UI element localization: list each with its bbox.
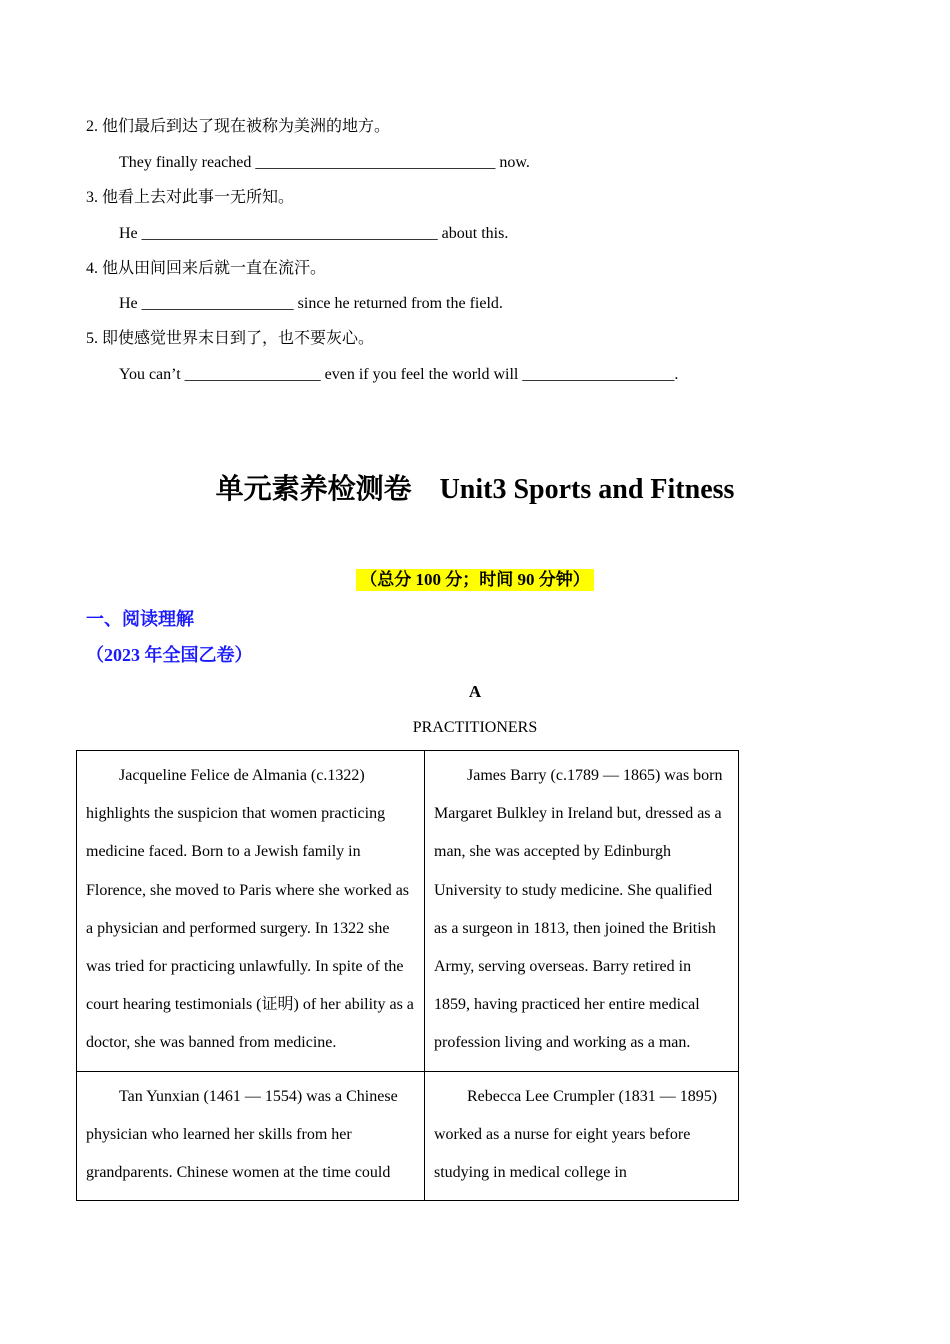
table-row: [77, 751, 739, 1072]
table-cell: [77, 751, 425, 1072]
answer-line-4: He ___________________ since he returned from the field.: [119, 295, 503, 312]
practitioner-crumpler: Rebecca Lee Crumpler (1831 — 1895) worked as a nurse for eight years before studying in medical college in: [434, 1087, 718, 1182]
table-cell: [425, 751, 739, 1072]
answer-line-3: He _____________________________________ about this.: [119, 225, 509, 242]
passage-heading: PRACTITIONERS: [412, 719, 538, 736]
practitioner-barry: James Barry (c.1789 — 1865) was born Margaret Bulkley in Ireland but, dressed as a man, she was accepted by Edinburgh University to study medicine. She qualified as a surgeon in 1813, then joined the British Army, serving overseas. Barry retired in 1859, having practiced her entire medical profession living and working as a man.: [434, 767, 723, 1052]
answer-line-5: You can’t _________________ even if you feel the world will ___________________.: [119, 366, 679, 383]
table-cell: [425, 1071, 739, 1201]
score-info-wrap: [0, 569, 950, 591]
practitioners-table: [76, 750, 739, 1201]
question-5: 5. 即使感觉世界末日到了，也不要灰心。: [86, 330, 375, 347]
passage-label: A: [468, 682, 482, 701]
table-row: [77, 1071, 739, 1201]
practitioner-almania: Jacqueline Felice de Almania (c.1322) highlights the suspicion that women practicing medicine faced. Born to a Jewish family in Florence, she moved to Paris where she worked as a physician and performed surgery. In 1322 she was tried for practicing unlawfully. In spite of the court hearing testimonials (证明) of her ability as a doctor, she was banned from medicine.: [86, 767, 414, 1052]
page-title: [0, 472, 950, 508]
title-chinese: 单元素养检测卷: [215, 474, 412, 505]
practitioner-tan-yunxian: Tan Yunxian (1461 — 1554) was a Chinese physician who learned her skills from her grandparents. Chinese women at the time could: [86, 1087, 398, 1182]
title-english: Unit3 Sports and Fitness: [439, 474, 735, 505]
question-4: 4. 他从田间回来后就一直在流汗。: [86, 260, 327, 277]
question-2: 2. 他们最后到达了现在被称为美洲的地方。: [86, 118, 391, 135]
score-info: （总分 100 分；时间 90 分钟）: [356, 569, 594, 591]
section-source: （2023 年全国乙卷）: [86, 645, 253, 665]
table-cell: [77, 1071, 425, 1201]
question-3: 3. 他看上去对此事一无所知。: [86, 189, 295, 206]
section-heading: 一、阅读理解: [86, 609, 194, 629]
answer-line-2: They finally reached ______________________________ now.: [119, 154, 530, 171]
